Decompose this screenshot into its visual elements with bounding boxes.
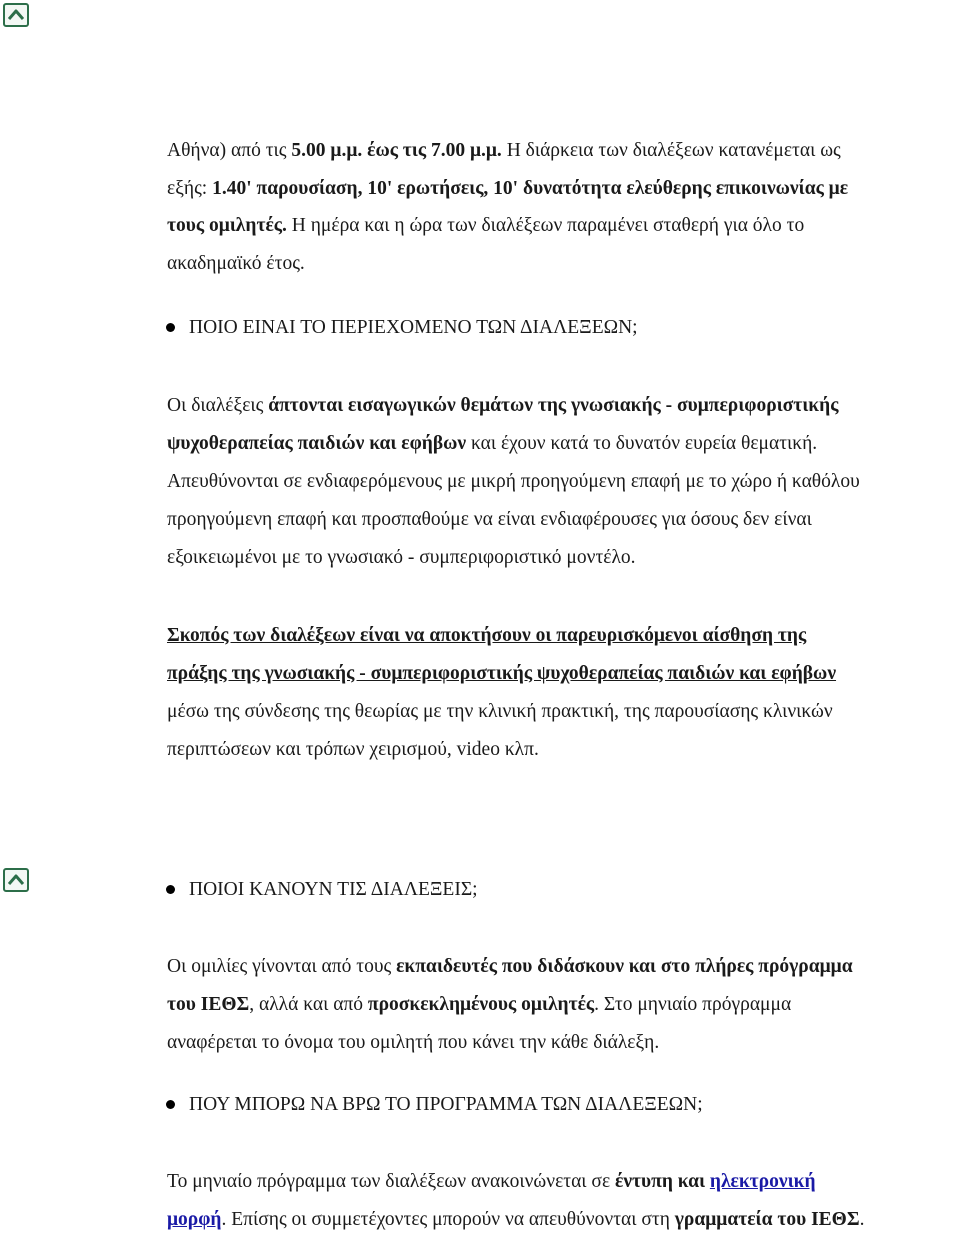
p5-line-2: μορφή. Επίσης οι συμμετέχοντες μπορούν να απευθύνονται στη γραμματεία του ΙΕΘΣ. xyxy=(167,1209,865,1230)
electronic-form-link[interactable]: ηλεκτρονική xyxy=(709,1171,816,1192)
p4-line-1: Οι ομιλίες γίνονται από τους εκπαιδευτές που διδάσκουν και στο πλήρες πρόγραμμα xyxy=(167,956,853,977)
p3-line-1: Σκοπός των διαλέξεων είναι να αποκτήσουν οι παρευρισκόμενοι αίσθηση της xyxy=(167,625,807,646)
p5-line-1: Το μηνιαίο πρόγραμμα των διαλέξεων ανακοινώνεται σε έντυπη και ηλεκτρονική xyxy=(167,1171,816,1192)
chevron-up-icon xyxy=(8,9,24,21)
back-to-top-icon[interactable] xyxy=(3,868,29,892)
section-heading-content: ΠΟΙΟ ΕΙΝΑΙ ΤΟ ΠΕΡΙΕΧΟΜΕΝΟ ΤΩΝ ΔΙΑΛΕΞΕΩΝ; xyxy=(189,317,638,338)
p1-line-3: τους ομιλητές. Η ημέρα και η ώρα των διαλέξεων παραμένει σταθερή για όλο το xyxy=(167,215,805,236)
p3-line-4: περιπτώσεων και τρόπων χειρισμού, video κλπ. xyxy=(167,739,539,760)
bullet-icon xyxy=(166,323,175,332)
p4-line-3: αναφέρεται το όνομα του ομιλητή που κάνει την κάθε διάλεξη. xyxy=(167,1032,660,1053)
section-heading-program: ΠΟΥ ΜΠΟΡΩ ΝΑ ΒΡΩ ΤΟ ΠΡΟΓΡΑΜΜΑ ΤΩΝ ΔΙΑΛΕΞΕΩΝ; xyxy=(189,1094,703,1115)
chevron-up-icon xyxy=(8,874,24,886)
p2-line-5: εξοικειωμένοι με το γνωσιακό - συμπεριφοριστικό μοντέλο. xyxy=(167,547,636,568)
p3-line-3: μέσω της σύνδεσης της θεωρίας με την κλινική πρακτική, της παρουσίασης κλινικών xyxy=(167,701,833,722)
back-to-top-icon[interactable] xyxy=(3,3,29,27)
p1-line-4: ακαδημαϊκό έτος. xyxy=(167,253,305,274)
section-heading-speakers: ΠΟΙΟΙ ΚΑΝΟΥΝ ΤΙΣ ΔΙΑΛΕΞΕΙΣ; xyxy=(189,879,478,900)
electronic-form-link-continued[interactable]: μορφή xyxy=(167,1209,222,1230)
p2-line-4: προηγούμενη επαφή και προσπαθούμε να είναι ενδιαφέρουσες για όσους δεν είναι xyxy=(167,509,812,530)
p3-line-2: πράξης της γνωσιακής - συμπεριφοριστικής ψυχοθεραπείας παιδιών και εφήβων xyxy=(167,663,837,684)
p2-line-1: Οι διαλέξεις άπτονται εισαγωγικών θεμάτων της γνωσιακής - συμπεριφοριστικής xyxy=(167,395,839,416)
p1-line-1: Αθήνα) από τις 5.00 μ.μ. έως τις 7.00 μ.μ. Η διάρκεια των διαλέξεων κατανέμεται ως xyxy=(167,140,841,161)
p2-line-3: Απευθύνονται σε ενδιαφερόμενους με μικρή προηγούμενη επαφή με το χώρο ή καθόλου xyxy=(167,471,860,492)
p2-line-2: ψυχοθεραπείας παιδιών και εφήβων και έχουν κατά το δυνατόν ευρεία θεματική. xyxy=(167,433,818,454)
bullet-icon xyxy=(166,885,175,894)
bullet-icon xyxy=(166,1100,175,1109)
p1-line-2: εξής: 1.40' παρουσίαση, 10' ερωτήσεις, 10' δυνατότητα ελεύθερης επικοινωνίας με xyxy=(167,178,849,199)
p4-line-2: του ΙΕΘΣ, αλλά και από προσκεκλημένους ομιλητές. Στο μηνιαίο πρόγραμμα xyxy=(167,994,792,1015)
